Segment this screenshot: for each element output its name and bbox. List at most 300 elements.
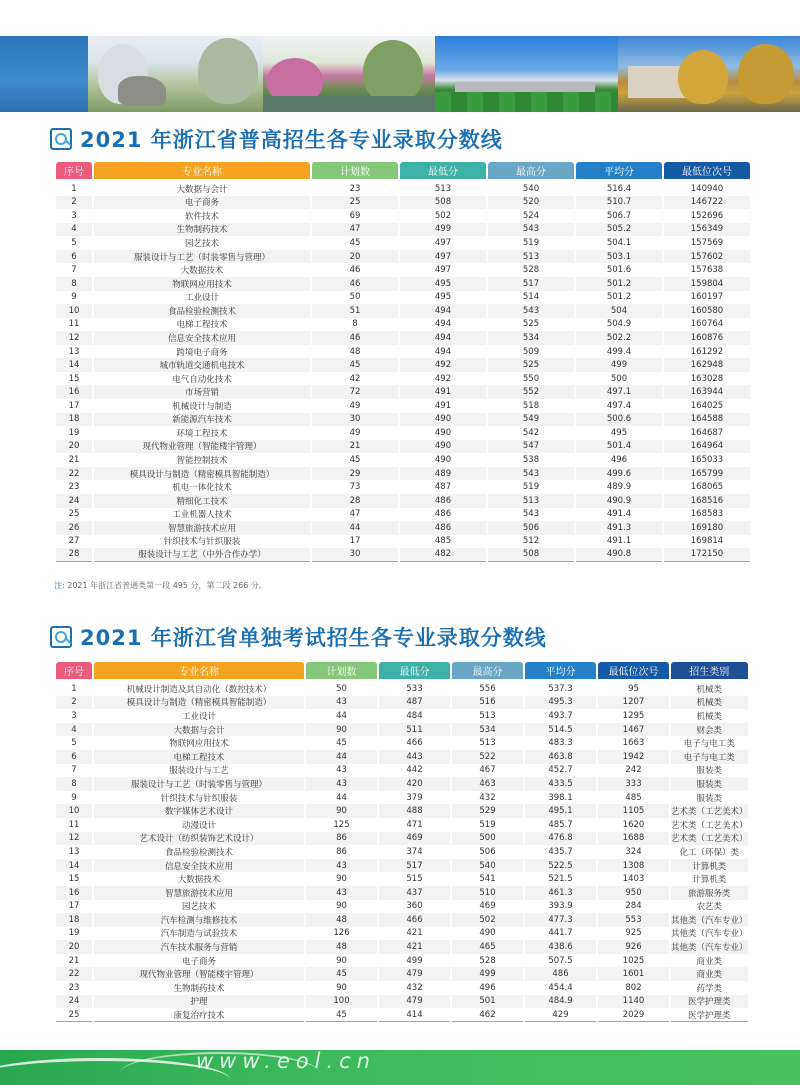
cell-rank: 160197 (664, 291, 750, 305)
cell-category: 艺术类（工艺美术） (671, 818, 748, 832)
cell-min: 489 (400, 467, 486, 481)
cell-category: 机械类 (671, 709, 748, 723)
table-row (56, 358, 750, 372)
cell-name: 动漫设计 (94, 818, 304, 832)
cell-max: 529 (452, 804, 523, 818)
cell-avg: 477.3 (525, 913, 596, 927)
cell-seq: 8 (56, 277, 92, 291)
cell-seq: 28 (56, 548, 92, 562)
cell-rank: 165033 (664, 453, 750, 467)
cell-seq: 8 (56, 777, 92, 791)
cell-rank: 1688 (598, 832, 669, 846)
cell-name: 新能源汽车技术 (94, 413, 310, 427)
cell-rank: 324 (598, 845, 669, 859)
cell-avg: 501.2 (576, 277, 662, 291)
table-row (56, 182, 750, 196)
cell-name: 针织技术与针织服装 (94, 791, 304, 805)
cell-avg: 499.4 (576, 345, 662, 359)
cell-rank: 152696 (664, 209, 750, 223)
cell-seq: 13 (56, 845, 92, 859)
table-row (56, 331, 750, 345)
banner-photo-campus-rock (88, 36, 263, 112)
cell-category: 旅游服务类 (671, 886, 748, 900)
cell-avg: 499 (576, 358, 662, 372)
cell-avg: 489.9 (576, 480, 662, 494)
cell-avg: 398.1 (525, 791, 596, 805)
cell-rank: 168065 (664, 480, 750, 494)
cell-max: 513 (488, 494, 574, 508)
table-row (56, 413, 750, 427)
cell-rank: 161292 (664, 345, 750, 359)
cell-rank: 146722 (664, 196, 750, 210)
cell-max: 519 (452, 818, 523, 832)
table-row (56, 250, 750, 264)
cell-seq: 7 (56, 263, 92, 277)
cell-min: 488 (379, 804, 450, 818)
note-label: 注: (54, 581, 65, 590)
table-row (56, 291, 750, 305)
cell-avg: 500.6 (576, 413, 662, 427)
cell-seq: 9 (56, 791, 92, 805)
cell-avg: 463.8 (525, 750, 596, 764)
cell-avg: 522.5 (525, 859, 596, 873)
cell-min: 437 (379, 886, 450, 900)
cell-max: 517 (488, 277, 574, 291)
cell-rank: 1620 (598, 818, 669, 832)
cell-plan: 46 (312, 263, 398, 277)
cell-max: 534 (452, 723, 523, 737)
cell-seq: 12 (56, 331, 92, 345)
cell-category: 服装类 (671, 777, 748, 791)
cell-avg: 501.4 (576, 440, 662, 454)
table-row (56, 467, 750, 481)
cell-max: 490 (452, 927, 523, 941)
cell-seq: 25 (56, 1008, 92, 1022)
cell-rank: 95 (598, 682, 669, 696)
cell-avg: 496 (576, 453, 662, 467)
cell-avg: 485.7 (525, 818, 596, 832)
col-avg: 平均分 (576, 162, 662, 182)
cell-seq: 23 (56, 480, 92, 494)
header-banner (0, 36, 800, 112)
cell-min: 486 (400, 494, 486, 508)
cell-plan: 45 (312, 453, 398, 467)
cell-plan: 90 (306, 872, 377, 886)
cell-seq: 10 (56, 804, 92, 818)
cell-seq: 6 (56, 250, 92, 264)
cell-min: 443 (379, 750, 450, 764)
cell-max: 541 (452, 872, 523, 886)
banner-photo-1 (0, 36, 88, 112)
cell-plan: 42 (312, 372, 398, 386)
col-min: 最低分 (379, 662, 450, 682)
cell-avg: 501.2 (576, 291, 662, 305)
table-row (56, 845, 748, 859)
cell-max: 528 (488, 263, 574, 277)
cell-plan: 45 (306, 1008, 377, 1022)
cell-name: 信息安全技术应用 (94, 859, 304, 873)
cell-rank: 163028 (664, 372, 750, 386)
cell-rank: 164588 (664, 413, 750, 427)
cell-name: 汽车技术服务与营销 (94, 940, 304, 954)
cell-rank: 159804 (664, 277, 750, 291)
cell-rank: 165799 (664, 467, 750, 481)
cell-category: 农艺类 (671, 900, 748, 914)
section1-note (54, 580, 267, 591)
col-max: 最高分 (452, 662, 523, 682)
cell-seq: 25 (56, 508, 92, 522)
cell-rank: 2029 (598, 1008, 669, 1022)
cell-seq: 6 (56, 750, 92, 764)
cell-avg: 493.7 (525, 709, 596, 723)
cell-max: 543 (488, 508, 574, 522)
table-row (56, 318, 750, 332)
cell-plan: 44 (306, 750, 377, 764)
cell-category: 电子与电工类 (671, 750, 748, 764)
cell-plan: 44 (306, 709, 377, 723)
col-category: 招生类别 (671, 662, 748, 682)
cell-name: 服装设计与工艺 (94, 764, 304, 778)
cell-rank: 333 (598, 777, 669, 791)
cell-max: 542 (488, 426, 574, 440)
table-general-admission (54, 162, 752, 562)
cell-avg: 510.7 (576, 196, 662, 210)
cell-plan: 48 (306, 913, 377, 927)
cell-name: 物联网应用技术 (94, 736, 304, 750)
cell-avg: 429 (525, 1008, 596, 1022)
cell-name: 食品检验检测技术 (94, 845, 304, 859)
cell-max: 543 (488, 467, 574, 481)
cell-plan: 30 (312, 548, 398, 562)
cell-plan: 21 (312, 440, 398, 454)
cell-min: 471 (379, 818, 450, 832)
cell-max: 499 (452, 967, 523, 981)
cell-max: 540 (488, 182, 574, 196)
cell-rank: 164025 (664, 399, 750, 413)
cell-name: 服装设计与工艺（时装零售与管理） (94, 250, 310, 264)
table-row (56, 696, 748, 710)
table-row (56, 236, 750, 250)
cell-avg: 499.6 (576, 467, 662, 481)
cell-max: 547 (488, 440, 574, 454)
cell-rank: 926 (598, 940, 669, 954)
cell-seq: 3 (56, 209, 92, 223)
cell-name: 汽车检测与维修技术 (94, 913, 304, 927)
cell-avg: 507.5 (525, 954, 596, 968)
cell-seq: 20 (56, 940, 92, 954)
cell-category: 其他类（汽车专业） (671, 927, 748, 941)
cell-max: 513 (452, 709, 523, 723)
cell-min: 494 (400, 331, 486, 345)
cell-rank: 950 (598, 886, 669, 900)
col-rank: 最低位次号 (598, 662, 669, 682)
table-row (56, 385, 750, 399)
cell-plan: 17 (312, 535, 398, 549)
table-row (56, 872, 748, 886)
cell-name: 艺术设计（纺织装饰艺术设计） (94, 832, 304, 846)
cell-name: 环境工程技术 (94, 426, 310, 440)
cell-rank: 1663 (598, 736, 669, 750)
cell-name: 电子商务 (94, 196, 310, 210)
cell-min: 502 (400, 209, 486, 223)
cell-seq: 4 (56, 223, 92, 237)
cell-plan: 44 (312, 521, 398, 535)
cell-avg: 504 (576, 304, 662, 318)
cell-max: 496 (452, 981, 523, 995)
cell-max: 549 (488, 413, 574, 427)
cell-max: 502 (452, 913, 523, 927)
banner-photo-autumn-trees (618, 36, 800, 112)
cell-plan: 90 (306, 954, 377, 968)
cell-name: 服装设计与工艺（中外合作办学） (94, 548, 310, 562)
cell-max: 519 (488, 236, 574, 250)
cell-min: 421 (379, 927, 450, 941)
table-row (56, 426, 750, 440)
cell-plan: 86 (306, 832, 377, 846)
cell-rank: 156349 (664, 223, 750, 237)
cell-name: 针织技术与针织服装 (94, 535, 310, 549)
table-row (56, 223, 750, 237)
table-row (56, 345, 750, 359)
cell-avg: 497.4 (576, 399, 662, 413)
cell-plan: 90 (306, 900, 377, 914)
cell-min: 495 (400, 277, 486, 291)
cell-category: 服装类 (671, 764, 748, 778)
cell-name: 电梯工程技术 (94, 318, 310, 332)
cell-min: 492 (400, 372, 486, 386)
cell-plan: 51 (312, 304, 398, 318)
cell-category: 艺术类（工艺美术） (671, 804, 748, 818)
table-row (56, 913, 748, 927)
cell-plan: 73 (312, 480, 398, 494)
cell-max: 556 (452, 682, 523, 696)
cell-name: 现代物业管理（智能楼宇管理） (94, 440, 310, 454)
cell-seq: 19 (56, 426, 92, 440)
cell-category: 机械类 (671, 696, 748, 710)
cell-category: 其他类（汽车专业） (671, 913, 748, 927)
cell-min: 491 (400, 385, 486, 399)
cell-min: 533 (379, 682, 450, 696)
footer-site: www.eol.cn (196, 1049, 376, 1073)
cell-seq: 22 (56, 467, 92, 481)
cell-rank: 164687 (664, 426, 750, 440)
cell-max: 512 (488, 535, 574, 549)
cell-avg: 441.7 (525, 927, 596, 941)
table-row (56, 196, 750, 210)
cell-seq: 20 (56, 440, 92, 454)
cell-rank: 485 (598, 791, 669, 805)
table-row (56, 372, 750, 386)
cell-plan: 49 (312, 399, 398, 413)
cell-seq: 24 (56, 494, 92, 508)
cell-avg: 461.3 (525, 886, 596, 900)
cell-rank: 164964 (664, 440, 750, 454)
cell-min: 442 (379, 764, 450, 778)
cell-name: 模具设计与制造（精密模具智能制造） (94, 467, 310, 481)
cell-avg: 497.1 (576, 385, 662, 399)
cell-category: 药学类 (671, 981, 748, 995)
cell-category: 财会类 (671, 723, 748, 737)
cell-seq: 19 (56, 927, 92, 941)
table-row (56, 304, 750, 318)
cell-avg: 502.2 (576, 331, 662, 345)
cell-seq: 17 (56, 900, 92, 914)
cell-name: 数字媒体艺术设计 (94, 804, 304, 818)
cell-plan: 47 (312, 508, 398, 522)
cell-name: 生物制药技术 (94, 223, 310, 237)
cell-max: 469 (452, 900, 523, 914)
cell-category: 商业类 (671, 967, 748, 981)
cell-rank: 160580 (664, 304, 750, 318)
cell-min: 360 (379, 900, 450, 914)
cell-plan: 23 (312, 182, 398, 196)
cell-min: 508 (400, 196, 486, 210)
cell-rank: 1942 (598, 750, 669, 764)
cell-avg: 495 (576, 426, 662, 440)
cell-name: 信息安全技术应用 (94, 331, 310, 345)
cell-rank: 157569 (664, 236, 750, 250)
col-seq: 序号 (56, 662, 92, 682)
cell-rank: 1295 (598, 709, 669, 723)
cell-name: 汽车制造与试验技术 (94, 927, 304, 941)
cell-seq: 22 (56, 967, 92, 981)
cell-max: 467 (452, 764, 523, 778)
cell-avg: 506.7 (576, 209, 662, 223)
table-row (56, 399, 750, 413)
cell-name: 电梯工程技术 (94, 750, 304, 764)
cell-seq: 9 (56, 291, 92, 305)
cell-name: 城市轨道交通机电技术 (94, 358, 310, 372)
table-row (56, 682, 748, 696)
cell-min: 479 (379, 995, 450, 1009)
cell-rank: 553 (598, 913, 669, 927)
cell-min: 374 (379, 845, 450, 859)
table-row (56, 791, 748, 805)
cell-plan: 45 (306, 736, 377, 750)
cell-min: 490 (400, 440, 486, 454)
cell-max: 525 (488, 318, 574, 332)
cell-max: 543 (488, 304, 574, 318)
col-name: 专业名称 (94, 162, 310, 182)
cell-max: 510 (452, 886, 523, 900)
table-row (56, 521, 750, 535)
cell-name: 护理 (94, 995, 304, 1009)
banner-photo-sports-field (435, 36, 618, 112)
cell-plan: 45 (312, 358, 398, 372)
cell-min: 490 (400, 453, 486, 467)
cell-min: 487 (379, 696, 450, 710)
cell-max: 543 (488, 223, 574, 237)
cell-plan: 86 (306, 845, 377, 859)
cell-max: 513 (488, 250, 574, 264)
cell-rank: 168583 (664, 508, 750, 522)
cell-min: 494 (400, 345, 486, 359)
section2-header (50, 622, 547, 652)
cell-rank: 140940 (664, 182, 750, 196)
cell-avg: 452.7 (525, 764, 596, 778)
cell-max: 506 (452, 845, 523, 859)
cell-min: 517 (379, 859, 450, 873)
cell-rank: 1601 (598, 967, 669, 981)
banner-photo-blossom-pond (263, 36, 435, 112)
cell-rank: 925 (598, 927, 669, 941)
table-row (56, 940, 748, 954)
col-max: 最高分 (488, 162, 574, 182)
col-min: 最低分 (400, 162, 486, 182)
cell-plan: 29 (312, 467, 398, 481)
cell-min: 379 (379, 791, 450, 805)
cell-plan: 43 (306, 886, 377, 900)
cell-seq: 18 (56, 913, 92, 927)
cell-avg: 500 (576, 372, 662, 386)
cell-seq: 17 (56, 399, 92, 413)
cell-plan: 47 (312, 223, 398, 237)
table-row (56, 453, 750, 467)
cell-rank: 157638 (664, 263, 750, 277)
cell-plan: 43 (306, 696, 377, 710)
cell-min: 494 (400, 318, 486, 332)
cell-seq: 23 (56, 981, 92, 995)
cell-category: 电子与电工类 (671, 736, 748, 750)
cell-seq: 1 (56, 182, 92, 196)
cell-seq: 16 (56, 886, 92, 900)
table-row (56, 723, 748, 737)
cell-name: 电子商务 (94, 954, 304, 968)
cell-min: 482 (400, 548, 486, 562)
cell-max: 520 (488, 196, 574, 210)
cell-avg: 476.8 (525, 832, 596, 846)
cell-plan: 44 (306, 791, 377, 805)
cell-min: 469 (379, 832, 450, 846)
cell-seq: 12 (56, 832, 92, 846)
cell-plan: 45 (312, 236, 398, 250)
cell-min: 490 (400, 426, 486, 440)
col-plan: 计划数 (312, 162, 398, 182)
cell-min: 479 (379, 967, 450, 981)
cell-avg: 435.7 (525, 845, 596, 859)
cell-category: 医学护理类 (671, 995, 748, 1009)
cell-avg: 454.4 (525, 981, 596, 995)
table-row (56, 709, 748, 723)
cell-min: 490 (400, 413, 486, 427)
cell-max: 538 (488, 453, 574, 467)
cell-max: 462 (452, 1008, 523, 1022)
table-header-row (56, 662, 748, 682)
cell-avg: 491.1 (576, 535, 662, 549)
cell-plan: 50 (312, 291, 398, 305)
cell-seq: 4 (56, 723, 92, 737)
cell-category: 机械类 (671, 682, 748, 696)
cell-plan: 48 (312, 345, 398, 359)
cell-avg: 521.5 (525, 872, 596, 886)
cell-min: 487 (400, 480, 486, 494)
cell-avg: 505.2 (576, 223, 662, 237)
cell-name: 大数据技术 (94, 263, 310, 277)
cell-max: 500 (452, 832, 523, 846)
cell-plan: 50 (306, 682, 377, 696)
cell-seq: 27 (56, 535, 92, 549)
cell-min: 494 (400, 304, 486, 318)
cell-name: 物联网应用技术 (94, 277, 310, 291)
cell-plan: 25 (312, 196, 398, 210)
cell-seq: 11 (56, 318, 92, 332)
table-row (56, 263, 750, 277)
cell-plan: 30 (312, 413, 398, 427)
cell-seq: 24 (56, 995, 92, 1009)
cell-name: 大数据与会计 (94, 182, 310, 196)
cell-rank: 172150 (664, 548, 750, 562)
cell-name: 智能控制技术 (94, 453, 310, 467)
